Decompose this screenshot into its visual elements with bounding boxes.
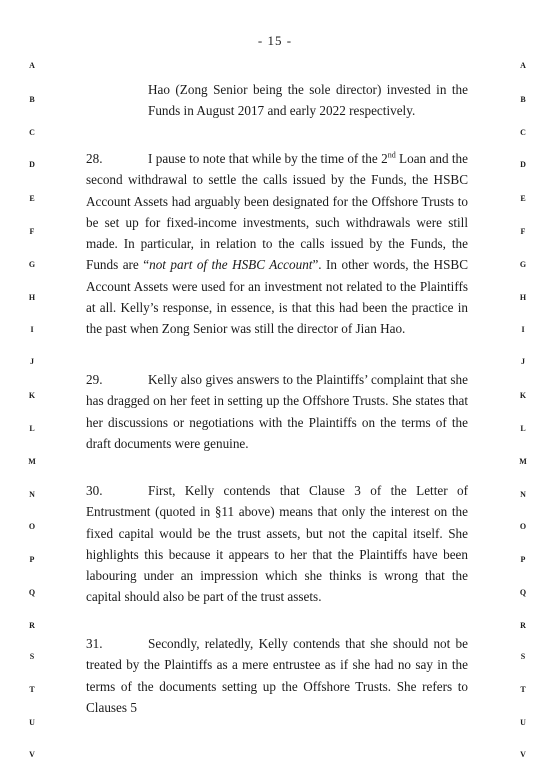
margin-letter: N	[29, 490, 35, 499]
margin-letter: N	[520, 490, 526, 499]
margin-letter: F	[29, 227, 35, 236]
left-margin-letters	[22, 0, 42, 777]
paragraph-28	[86, 148, 468, 340]
margin-letter: U	[520, 718, 526, 727]
paragraph-number: 31.	[86, 636, 103, 651]
paragraph-continued	[148, 79, 468, 122]
margin-letter: O	[519, 522, 527, 531]
margin-letter: T	[29, 685, 35, 694]
margin-letter: G	[28, 260, 36, 269]
margin-letter: V	[520, 750, 526, 759]
paragraph-29-body: Kelly also gives answers to the Plaintiffs’ complaint that she has dragged on her feet in setting up the Offshore Trusts. She states that her discussions or negotiations with the Plaintiffs on the terms of the draft documents were genuine.	[86, 372, 468, 451]
paragraph-30	[86, 480, 468, 608]
margin-letter: E	[29, 194, 35, 203]
right-margin-letters	[513, 0, 533, 777]
paragraph-continued-text: Hao (Zong Senior being the sole director) invested in the Funds in August 2017 and early 2022 respectively.	[148, 82, 468, 119]
margin-letter: Q	[28, 588, 36, 597]
margin-letter: S	[520, 652, 526, 661]
margin-letter: L	[520, 424, 526, 433]
margin-letter: B	[520, 95, 526, 104]
margin-letter: T	[520, 685, 526, 694]
margin-letter: R	[29, 621, 35, 630]
margin-letter: J	[521, 357, 525, 366]
margin-letter: G	[519, 260, 527, 269]
paragraph-29	[86, 369, 468, 454]
margin-letter: V	[29, 750, 35, 759]
margin-letter: U	[29, 718, 35, 727]
margin-letter: D	[520, 160, 526, 169]
margin-letter: C	[520, 128, 526, 137]
margin-letter: A	[520, 61, 526, 70]
paragraph-28-text-part-2: Loan and the second withdrawal to settle the calls issued by the Funds, the HSBC Account Assets had arguably been designated for the Offshore Trusts to be set up for fixed-income investments, such withdrawals were still made. In particular, in relation to the calls issued by the Funds, the Funds are “	[86, 151, 468, 273]
paragraph-31-text	[86, 633, 468, 718]
margin-letter: I	[30, 325, 34, 334]
margin-letter: C	[29, 128, 35, 137]
paragraph-number: 29.	[86, 372, 103, 387]
ordinal-suffix: nd	[387, 150, 396, 160]
margin-letter: M	[519, 457, 527, 466]
paragraph-number: 30.	[86, 483, 103, 498]
margin-letter: R	[520, 621, 526, 630]
margin-letter: A	[29, 61, 35, 70]
margin-letter: I	[521, 325, 525, 334]
paragraph-28-text-part-3: ”. In other words, the HSBC Account Assets were used for an investment not related to the Plaintiffs at all. Kelly’s response, in essence, is that this had been the practice in the past when Zong Senior was still the director of Jian Hao.	[86, 257, 468, 337]
paragraph-30-text	[86, 480, 468, 608]
quoted-italic-text: not part of the HSBC Account	[149, 257, 313, 273]
margin-letter: S	[29, 652, 35, 661]
margin-letter: D	[29, 160, 35, 169]
margin-letter: K	[28, 391, 36, 400]
paragraph-30-body: First, Kelly contends that Clause 3 of the Letter of Entrustment (quoted in §11 above) means that only the interest on the fixed capital would be the trust assets, but not the capital itself. She highlights this because it appears to her that the Plaintiffs have been labouring under an impression which she thinks is wrong that the capital should also be part of the trust assets.	[86, 483, 468, 605]
margin-letter: F	[520, 227, 526, 236]
margin-letter: H	[28, 293, 36, 302]
margin-letter: M	[28, 457, 36, 466]
margin-letter: E	[520, 194, 526, 203]
margin-letter: L	[29, 424, 35, 433]
margin-letter: B	[29, 95, 35, 104]
margin-letter: J	[30, 357, 34, 366]
paragraph-28-text-part-1: I pause to note that while by the time of the 2	[148, 151, 388, 166]
page-number: - 15 -	[257, 33, 293, 48]
paragraph-28-text	[86, 148, 468, 340]
paragraph-31	[86, 633, 468, 718]
margin-letter: Q	[519, 588, 527, 597]
margin-letter: O	[28, 522, 36, 531]
paragraph-31-body: Secondly, relatedly, Kelly contends that she should not be treated by the Plaintiffs as a mere entrustee as if she had no say in the terms of the documents setting up the Offshore Trusts. She refers to Clauses 5	[86, 636, 468, 715]
margin-letter: H	[519, 293, 527, 302]
margin-letter: P	[520, 555, 526, 564]
margin-letter: K	[519, 391, 527, 400]
paragraph-number: 28.	[86, 151, 103, 166]
margin-letter: P	[29, 555, 35, 564]
paragraph-29-text	[86, 369, 468, 454]
